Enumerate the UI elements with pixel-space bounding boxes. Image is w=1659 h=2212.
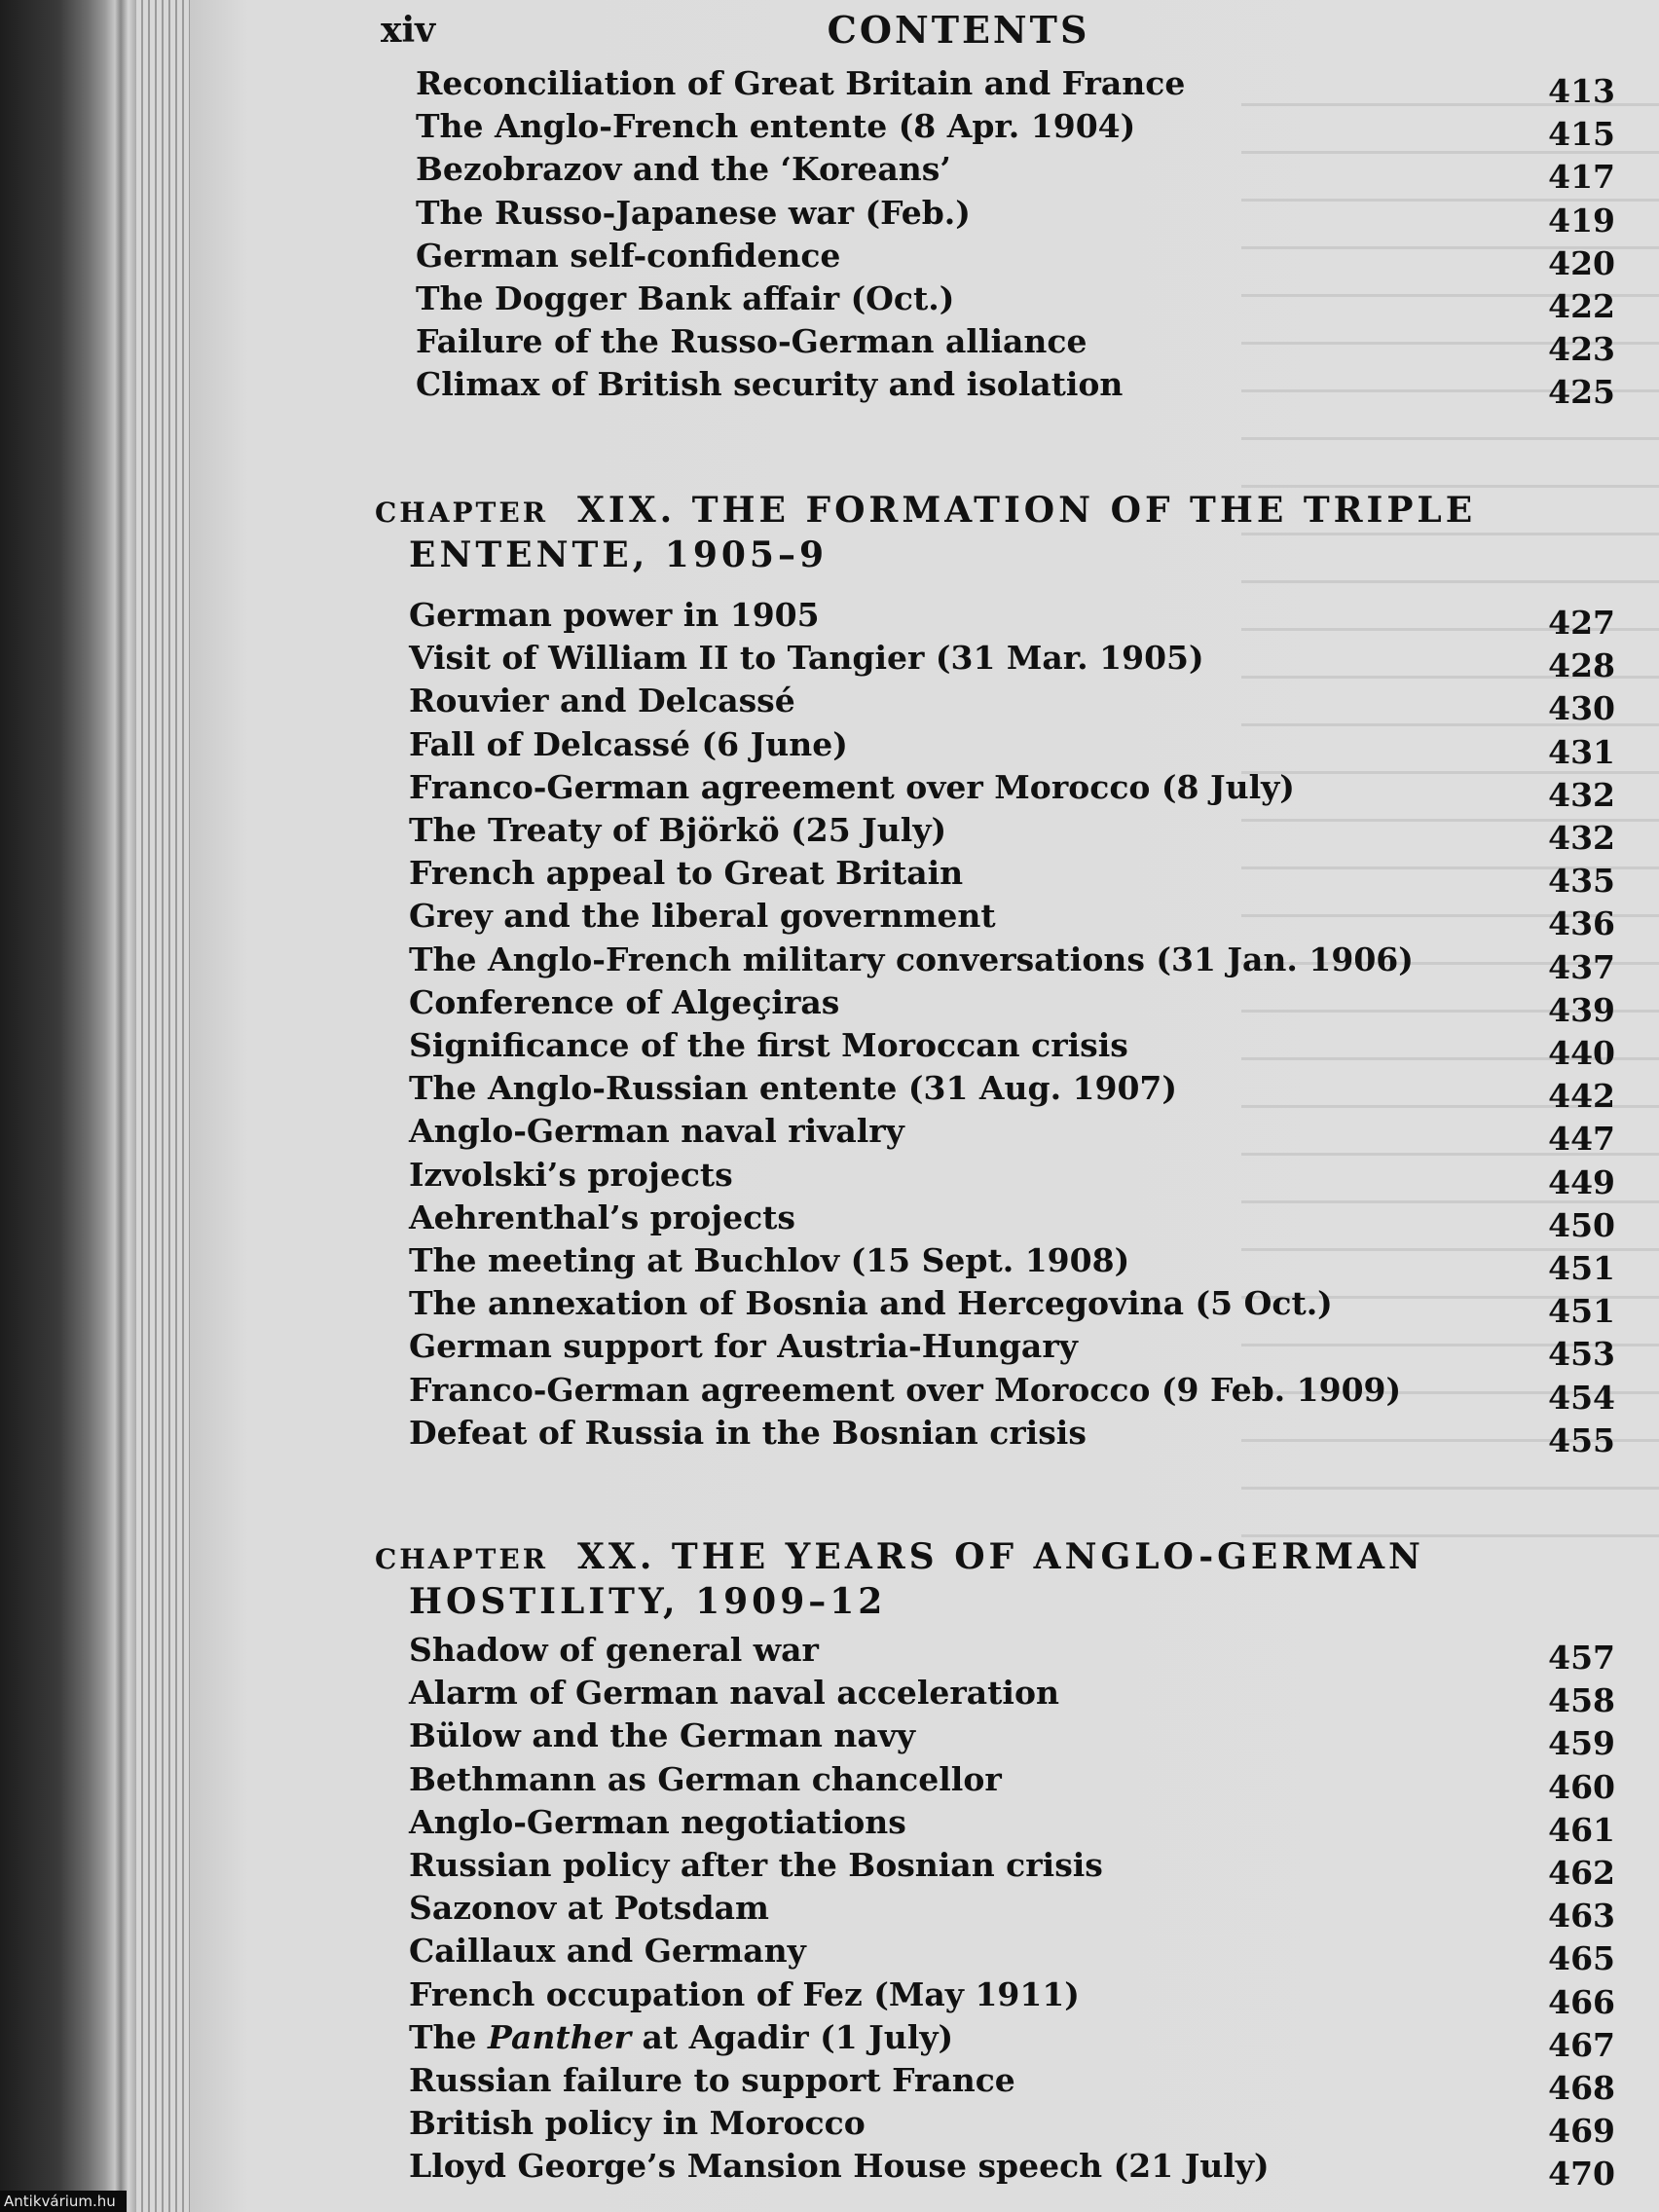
toc-entry-page: 436 [1548,904,1615,943]
toc-entry-page: 430 [1548,689,1615,728]
toc-entry [0,596,1659,642]
toc-entry [0,279,1659,325]
toc-entry-title: Bülow and the German navy [409,1716,916,1755]
toc-entry-page: 413 [1548,72,1615,110]
toc-entry [0,1370,1659,1417]
toc-entry [0,1631,1659,1677]
toc-entry-page: 461 [1548,1810,1615,1849]
toc-entry [0,1889,1659,1936]
toc-entry [0,2147,1659,2194]
chapter-title-continued: HOSTILITY, 1909–12 [409,1581,887,1622]
toc-entry-page: 431 [1548,732,1615,771]
toc-entry-title: German support for Austria-Hungary [409,1327,1078,1366]
toc-entry-page: 451 [1548,1249,1615,1287]
toc-entry-title: Bethmann as German chancellor [409,1759,1002,1798]
toc-entry-title: The Anglo-French entente (8 Apr. 1904) [416,107,1136,146]
toc-entry [0,940,1659,986]
toc-entry [0,236,1659,282]
page-folio: xiv [381,10,436,51]
toc-entry [0,322,1659,369]
toc-entry [0,1155,1659,1201]
toc-entry-title: French occupation of Fez (May 1911) [409,1974,1080,2013]
chapter-heading [375,1536,1538,1622]
toc-entry-page: 468 [1548,2069,1615,2107]
toc-entry [0,1846,1659,1892]
toc-entry [0,982,1659,1029]
toc-entry-title: Shadow of general war [409,1631,819,1669]
toc-entry [0,1413,1659,1459]
toc-entry-page: 463 [1548,1897,1615,1936]
toc-entry [0,767,1659,814]
toc-entry-page: 454 [1548,1378,1615,1417]
toc-entry-title: Fall of Delcassé (6 June) [409,724,848,763]
toc-entry-page: 427 [1548,604,1615,642]
toc-entry-page: 432 [1548,775,1615,814]
toc-entry-page: 462 [1548,1854,1615,1892]
toc-entry-page: 439 [1548,990,1615,1029]
toc-entry-page: 469 [1548,2112,1615,2151]
toc-entry-page: 420 [1548,243,1615,282]
toc-entry-page: 466 [1548,1982,1615,2021]
toc-entry-title: Izvolski’s projects [409,1155,733,1194]
toc-entry-title: Anglo-German negotiations [409,1802,906,1841]
toc-entry-page: 440 [1548,1034,1615,1072]
toc-entry-title: Alarm of German naval acceleration [409,1674,1059,1713]
toc-entry [0,1241,1659,1287]
toc-entry [0,1716,1659,1763]
toc-entry-title: German power in 1905 [409,596,820,634]
toc-entry-title: Visit of William II to Tangier (31 Mar. 1905) [409,639,1204,678]
toc-entry [0,1198,1659,1244]
toc-entry-title: Rouvier and Delcassé [409,682,795,720]
toc-entry [0,1284,1659,1331]
chapter-title-continued: ENTENTE, 1905–9 [409,535,829,575]
toc-entry-page: 470 [1548,2155,1615,2194]
toc-entry-title: Franco-German agreement over Morocco (8 July) [409,767,1295,806]
chapter-title: XX. THE YEARS OF ANGLO-GERMAN [576,1536,1424,1577]
toc-entry-title: Caillaux and Germany [409,1932,806,1971]
toc-entry [0,1802,1659,1849]
toc-entry-page: 451 [1548,1292,1615,1331]
toc-entry-title: Reconciliation of Great Britain and France [416,64,1186,102]
running-title: CONTENTS [827,8,1090,52]
toc-entry [0,150,1659,197]
toc-entry [0,1932,1659,1978]
toc-entry [0,1759,1659,1806]
toc-entry-title: Sazonov at Potsdam [409,1889,769,1928]
toc-entry [0,811,1659,857]
toc-entry-page: 467 [1548,2025,1615,2064]
chapter-label: CHAPTER [375,1543,548,1575]
toc-entry-page: 442 [1548,1077,1615,1116]
toc-entry-page: 458 [1548,1681,1615,1720]
toc-entry-page: 465 [1548,1939,1615,1978]
toc-entry-page: 435 [1548,862,1615,901]
toc-entry [0,2017,1659,2064]
toc-entry-page: 415 [1548,115,1615,154]
toc-entry [0,1026,1659,1072]
toc-entry-page: 457 [1548,1639,1615,1677]
toc-entry-title: The meeting at Buchlov (15 Sept. 1908) [409,1241,1130,1279]
toc-entry-title: Bezobrazov and the ‘Koreans’ [416,150,951,189]
toc-entry-page: 459 [1548,1724,1615,1763]
toc-entry [0,1069,1659,1116]
toc-entry-title: Significance of the first Moroccan crisis [409,1026,1128,1064]
toc-entry [0,193,1659,240]
toc-entry-page: 453 [1548,1335,1615,1374]
toc-entry-page: 419 [1548,201,1615,240]
toc-entry-title: French appeal to Great Britain [409,854,964,893]
toc-entry [0,2104,1659,2151]
toc-entry [0,64,1659,110]
toc-entry [0,682,1659,728]
toc-entry-title: Conference of Algeçiras [409,982,840,1021]
toc-entry [0,897,1659,943]
toc-entry-title: Defeat of Russia in the Bosnian crisis [409,1413,1087,1452]
toc-entry-title: German self-confidence [416,236,841,275]
toc-entry-page: 417 [1548,158,1615,197]
toc-entry-title: The Anglo-French military conversations (31 Jan. 1906) [409,940,1414,978]
toc-entry-page: 423 [1548,330,1615,369]
toc-entry-title: The Treaty of Björkö (25 July) [409,811,947,849]
toc-entry-page: 449 [1548,1162,1615,1201]
toc-entry-title: Aehrenthal’s projects [409,1198,795,1236]
toc-entry-page: 455 [1548,1420,1615,1459]
toc-entry-title: The Russo-Japanese war (Feb.) [416,193,971,232]
toc-entry-title: The annexation of Bosnia and Hercegovina (5 Oct.) [409,1284,1333,1323]
toc-entry [0,2061,1659,2107]
chapter-heading [375,490,1538,575]
toc-entry-title: Russian failure to support France [409,2061,1015,2099]
watermark-label: Antikvárium.hu [0,2191,127,2212]
toc-entry-title: Anglo-German naval rivalry [409,1112,904,1151]
toc-entry [0,365,1659,412]
toc-entry-title: Grey and the liberal government [409,897,996,936]
toc-entry [0,1327,1659,1374]
toc-entry-page: 437 [1548,947,1615,986]
toc-entry [0,854,1659,901]
toc-entry [0,1674,1659,1720]
toc-entry-page: 428 [1548,646,1615,685]
toc-entry-title: The Panther at Agadir (1 July) [409,2017,954,2056]
toc-entry [0,724,1659,771]
toc-entry-title: British policy in Morocco [409,2104,866,2143]
toc-entry [0,107,1659,154]
toc-entry-page: 425 [1548,373,1615,412]
toc-entry-page: 447 [1548,1120,1615,1159]
chapter-title: XIX. THE FORMATION OF THE TRIPLE [576,490,1477,531]
toc-entry-title: The Dogger Bank affair (Oct.) [416,279,955,317]
page-header [381,6,1536,60]
toc-entry-title: Climax of British security and isolation [416,365,1124,404]
toc-entry-page: 450 [1548,1205,1615,1244]
toc-entry-title: Failure of the Russo-German alliance [416,322,1088,361]
toc-entry-page: 460 [1548,1767,1615,1806]
toc-entry-title: Lloyd George’s Mansion House speech (21 July) [409,2147,1270,2186]
toc-entry-title: The Anglo-Russian entente (31 Aug. 1907) [409,1069,1178,1108]
toc-entry-title: Russian policy after the Bosnian crisis [409,1846,1103,1884]
chapter-label: CHAPTER [375,497,548,529]
toc-entry [0,1112,1659,1159]
toc-entry-page: 432 [1548,819,1615,857]
toc-entry [0,639,1659,685]
toc-entry [0,1974,1659,2021]
toc-entry-title: Franco-German agreement over Morocco (9 Feb. 1909) [409,1370,1402,1409]
toc-entry-page: 422 [1548,287,1615,325]
